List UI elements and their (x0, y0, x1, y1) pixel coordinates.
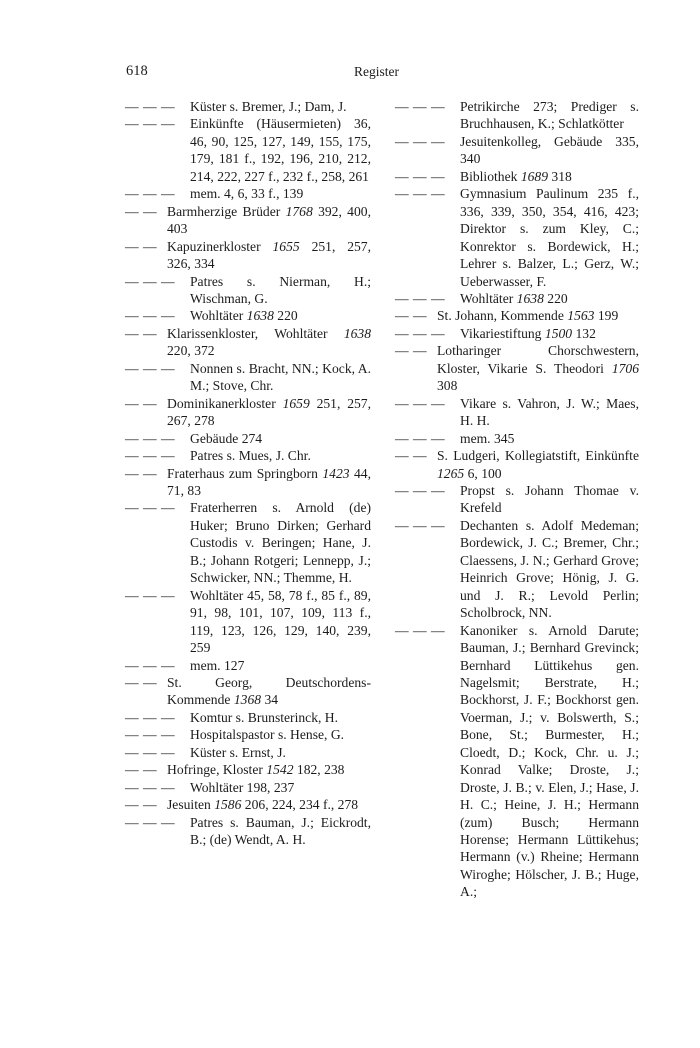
entry-text (167, 796, 371, 813)
level-dashes: — — — (125, 727, 176, 743)
index-entry (395, 395, 639, 430)
index-entry (125, 115, 371, 185)
level-dashes: — — — (125, 430, 176, 446)
entry-text (190, 779, 371, 796)
level-dashes: — — (125, 762, 158, 778)
page-number: 618 (126, 63, 148, 79)
index-entry (395, 185, 639, 290)
index-entry (125, 674, 371, 709)
level-dashes: — — (125, 325, 158, 341)
entry-heading: Nonnen s. Bracht, NN.; Kock, A. M.; Stove, Chr. (190, 360, 371, 394)
founding-year: 1265 (437, 465, 465, 481)
entry-heading: Küster s. Bremer, J.; Dam, J. (190, 99, 347, 114)
founding-year: 1638 (246, 308, 274, 324)
founding-year: 1638 (343, 325, 371, 341)
entry-heading: St. Johann, Kommende (437, 308, 564, 324)
index-entry (395, 517, 639, 622)
entry-heading: Kanoniker s. Arnold Darute; Bauman, J.; Bernhard Grevinck; Bernhard Lüttikehus gen. Nagelsmit; Berstrate, H.; Bockhorst, J. F.; Bockhorst gen. Voerman, J.; v. Bolswerth, S.; Bone, St.; Burmester, H.; Cloedt, D.; Kock, Chr. u. J.; Konrad Valke; Droste, J.; Droste, J. B.; v. Elen, J.; Hase, J. H. C.; Heine, J. H.; Hermann (zum) Busch; Hermann Horense; Hermann Lüttikehus; Hermann (v.) Rheine; Hermann Wiroghe; Hölscher, J. B.; Huge, A.; (460, 622, 639, 900)
entry-text (460, 395, 639, 430)
founding-year: 1638 (516, 290, 544, 306)
entry-heading: Wohltäter (190, 308, 244, 324)
entry-heading: Jesuitenkolleg, Gebäude 335, 340 (460, 133, 639, 167)
level-dashes: — — — (125, 657, 176, 673)
level-dashes: — — — (125, 744, 176, 760)
index-entry (125, 395, 371, 430)
entry-heading: Patres s. Bauman, J.; Eickrodt, B.; (de) Wendt, A. H. (190, 814, 371, 848)
entry-text (437, 447, 639, 482)
entry-heading: Wohltäter 198, 237 (190, 779, 295, 795)
entry-text (190, 657, 371, 674)
index-entry (395, 482, 639, 517)
entry-text (167, 203, 371, 238)
entry-text (460, 185, 639, 290)
entry-text (190, 115, 371, 185)
index-entry (395, 622, 639, 901)
page-references: 251, 257, 267, 278 (167, 395, 371, 429)
entry-heading: Hofringe, Kloster (167, 762, 263, 778)
level-dashes: — — — (395, 290, 446, 306)
entry-heading: Fraterhaus zum Springborn (167, 465, 318, 481)
level-dashes: — — — (395, 430, 446, 446)
entry-heading: Küster s. Ernst, J. (190, 744, 286, 760)
entry-text (190, 430, 371, 447)
page-references: 251, 257, 326, 334 (167, 238, 372, 272)
page-references: 220 (277, 308, 298, 324)
founding-year: 1542 (266, 762, 294, 778)
level-dashes: — — — (125, 308, 176, 324)
level-dashes: — — — (125, 360, 176, 376)
page-references: 206, 224, 234 f., 278 (244, 797, 359, 813)
level-dashes: — — — (125, 186, 176, 202)
index-entry (125, 779, 371, 796)
entry-text (167, 395, 371, 430)
entry-text (167, 761, 371, 778)
level-dashes: — — (395, 343, 428, 359)
entry-text (190, 499, 371, 586)
level-dashes: — — — (125, 814, 176, 830)
entry-heading: Patres s. Nierman, H.; Wischman, G. (190, 273, 371, 306)
entry-text (190, 726, 371, 743)
index-entry (125, 447, 371, 464)
page-references: 6, 100 (467, 465, 502, 481)
index-entry (395, 133, 639, 168)
founding-year: 1655 (272, 238, 300, 254)
founding-year: 1563 (567, 308, 595, 324)
entry-text (460, 482, 639, 517)
entry-text (167, 674, 371, 709)
level-dashes: — — — (125, 116, 176, 132)
level-dashes: — — (125, 465, 158, 481)
entry-text (460, 430, 639, 447)
index-entry (125, 360, 371, 395)
level-dashes: — — — (395, 622, 446, 638)
entry-text (190, 709, 371, 726)
index-entry (395, 98, 639, 133)
level-dashes: — — — (125, 99, 176, 114)
index-entry (395, 430, 639, 447)
entry-heading: Klarissenkloster, Wohltäter (167, 325, 328, 341)
founding-year: 1423 (322, 465, 350, 481)
entry-heading: mem. 345 (460, 430, 515, 446)
page-references: 132 (575, 325, 596, 341)
entry-text (167, 325, 371, 360)
running-head: Register (354, 64, 399, 79)
entry-text (167, 238, 371, 273)
entry-text (460, 168, 639, 185)
index-entry (125, 587, 371, 657)
index-entry (125, 761, 371, 778)
index-entry (125, 307, 371, 324)
entry-text (437, 307, 639, 324)
index-entry (125, 814, 371, 849)
entry-text (460, 133, 639, 168)
index-entry (125, 465, 371, 500)
founding-year: 1500 (544, 325, 573, 341)
entry-text (460, 622, 639, 901)
index-entry (125, 796, 371, 813)
level-dashes: — — — (395, 482, 446, 498)
entry-heading: Patres s. Mues, J. Chr. (190, 448, 311, 464)
index-column-left (125, 98, 371, 848)
level-dashes: — — (395, 448, 428, 464)
index-entry (125, 325, 371, 360)
index-entry (125, 430, 371, 447)
founding-year: 1368 (233, 692, 262, 708)
entry-text (190, 447, 371, 464)
entry-text (460, 290, 639, 307)
page-references: 318 (551, 168, 572, 184)
index-entry (125, 98, 371, 115)
entry-text (190, 744, 371, 761)
entry-text (190, 273, 371, 308)
level-dashes: — — — (125, 709, 176, 725)
level-dashes: — — — (125, 448, 176, 464)
page-references: 392, 400, 403 (167, 203, 371, 237)
index-entry (395, 342, 639, 394)
index-entry (395, 447, 639, 482)
founding-year: 1586 (214, 797, 242, 813)
level-dashes: — — — (395, 395, 446, 411)
entry-heading: Petrikirche 273; Prediger s. Bruchhausen, K.; Schlatkötter (460, 99, 639, 132)
level-dashes: — — (125, 203, 158, 219)
entry-heading: Vikare s. Vahron, J. W.; Maes, H. H. (460, 395, 639, 429)
entry-heading: Dominikanerkloster (167, 395, 276, 411)
entry-heading: Fraterherren s. Arnold (de) Huker; Bruno Dirken; Gerhard Custodis v. Beringen; Hane, J. B.; Johann Rotgeri; Lennepp, J.; Schwicker, NN.; Themme, H. (190, 500, 371, 586)
entry-heading: Gebäude 274 (190, 430, 263, 446)
entry-heading: Komtur s. Brunsterinck, H. (190, 709, 339, 725)
entry-heading: Kapuzinerkloster (167, 238, 261, 254)
entry-heading: St. Georg, Deutschordens-Kommende (167, 674, 371, 708)
index-entry (125, 726, 371, 743)
level-dashes: — — — (395, 168, 446, 184)
page-references: 44, 71, 83 (167, 465, 371, 498)
entry-text (190, 360, 371, 395)
entry-heading: S. Ludgeri, Kollegiatstift, Einkünfte (437, 448, 639, 464)
index-entry (395, 290, 639, 307)
level-dashes: — — — (395, 133, 446, 149)
level-dashes: — — — (125, 779, 176, 795)
level-dashes: — — — (395, 517, 446, 533)
index-entry (125, 657, 371, 674)
index-column-right (395, 98, 639, 901)
entry-heading: Propst s. Johann Thomae v. Krefeld (460, 482, 639, 516)
level-dashes: — — — (395, 325, 446, 341)
founding-year: 1689 (520, 168, 548, 184)
founding-year: 1659 (282, 395, 310, 411)
entry-heading: mem. 127 (190, 657, 245, 673)
page-references: 220, 372 (167, 343, 215, 359)
entry-text (460, 325, 639, 342)
level-dashes: — — (125, 674, 158, 690)
index-entry (395, 168, 639, 185)
entry-heading: Wohltäter (460, 290, 514, 306)
entry-heading: Hospitalspastor s. Hense, G. (190, 727, 345, 743)
index-entry (125, 744, 371, 761)
entry-text (437, 342, 639, 394)
entry-text (190, 307, 371, 324)
level-dashes: — — (395, 308, 428, 324)
entry-text (167, 465, 371, 500)
level-dashes: — — (125, 395, 158, 411)
index-entry (125, 499, 371, 586)
level-dashes: — — — (395, 186, 446, 202)
index-entry (395, 307, 639, 324)
index-entry (125, 273, 371, 308)
entry-text (460, 517, 639, 622)
level-dashes: — — — (125, 587, 176, 603)
entry-heading: mem. 4, 6, 33 f., 139 (190, 186, 304, 202)
entry-heading: Barmherzige Brüder (167, 203, 281, 219)
level-dashes: — — — (125, 500, 176, 516)
founding-year: 1768 (285, 203, 313, 219)
page-references: 199 (597, 308, 619, 324)
index-entry (125, 238, 371, 273)
founding-year: 1706 (611, 360, 639, 376)
entry-heading: Gymnasium Paulinum 235 f., 336, 339, 350, 354, 416, 423; Direktor s. zum Kley, C.; Konrektor s. Bordewick, H.; Lehrer s. Balzer, L.; Gerz, W.; Ueberwasser, F. (460, 186, 639, 289)
entry-text (190, 185, 371, 202)
page-references: 182, 238 (296, 762, 345, 778)
entry-heading: Jesuiten (167, 797, 211, 813)
index-entry (125, 709, 371, 726)
entry-heading: Dechanten s. Adolf Medeman; Bordewick, J. C.; Bremer, Chr.; Claessens, J. N.; Gerhard Grove; Heinrich Grove; Hönig, J. G. und J. R.; Levold Perlin; Scholbrock, NN. (460, 517, 639, 621)
entry-text (190, 587, 371, 657)
level-dashes: — — (125, 797, 158, 813)
level-dashes: — — — (395, 99, 446, 114)
level-dashes: — — (125, 238, 158, 254)
level-dashes: — — — (125, 273, 176, 289)
index-entry (395, 325, 639, 342)
entry-heading: Wohltäter 45, 58, 78 f., 85 f., 89, 91, 98, 101, 107, 109, 113 f., 119, 123, 126, 129, 140, 239, 259 (190, 587, 371, 656)
entry-heading: Lotharinger Chorschwestern, Kloster, Vikarie S. Theodori (437, 343, 639, 376)
page-references: 308 (437, 378, 458, 394)
entry-heading: Vikariestiftung (460, 325, 542, 341)
entry-text (190, 98, 371, 115)
entry-heading: Einkünfte (Häusermieten) 36, 46, 90, 125, 127, 149, 155, 175, 179, 181 f., 192, 196, 210, 212, 214, 222, 227 f., 232 f., 258, 261 (190, 116, 371, 184)
entry-text (190, 814, 371, 849)
index-entry (125, 203, 371, 238)
page-references: 34 (264, 692, 279, 708)
entry-heading: Bibliothek (460, 168, 518, 184)
entry-text (460, 98, 639, 133)
page-references: 220 (547, 290, 568, 306)
index-entry (125, 185, 371, 202)
